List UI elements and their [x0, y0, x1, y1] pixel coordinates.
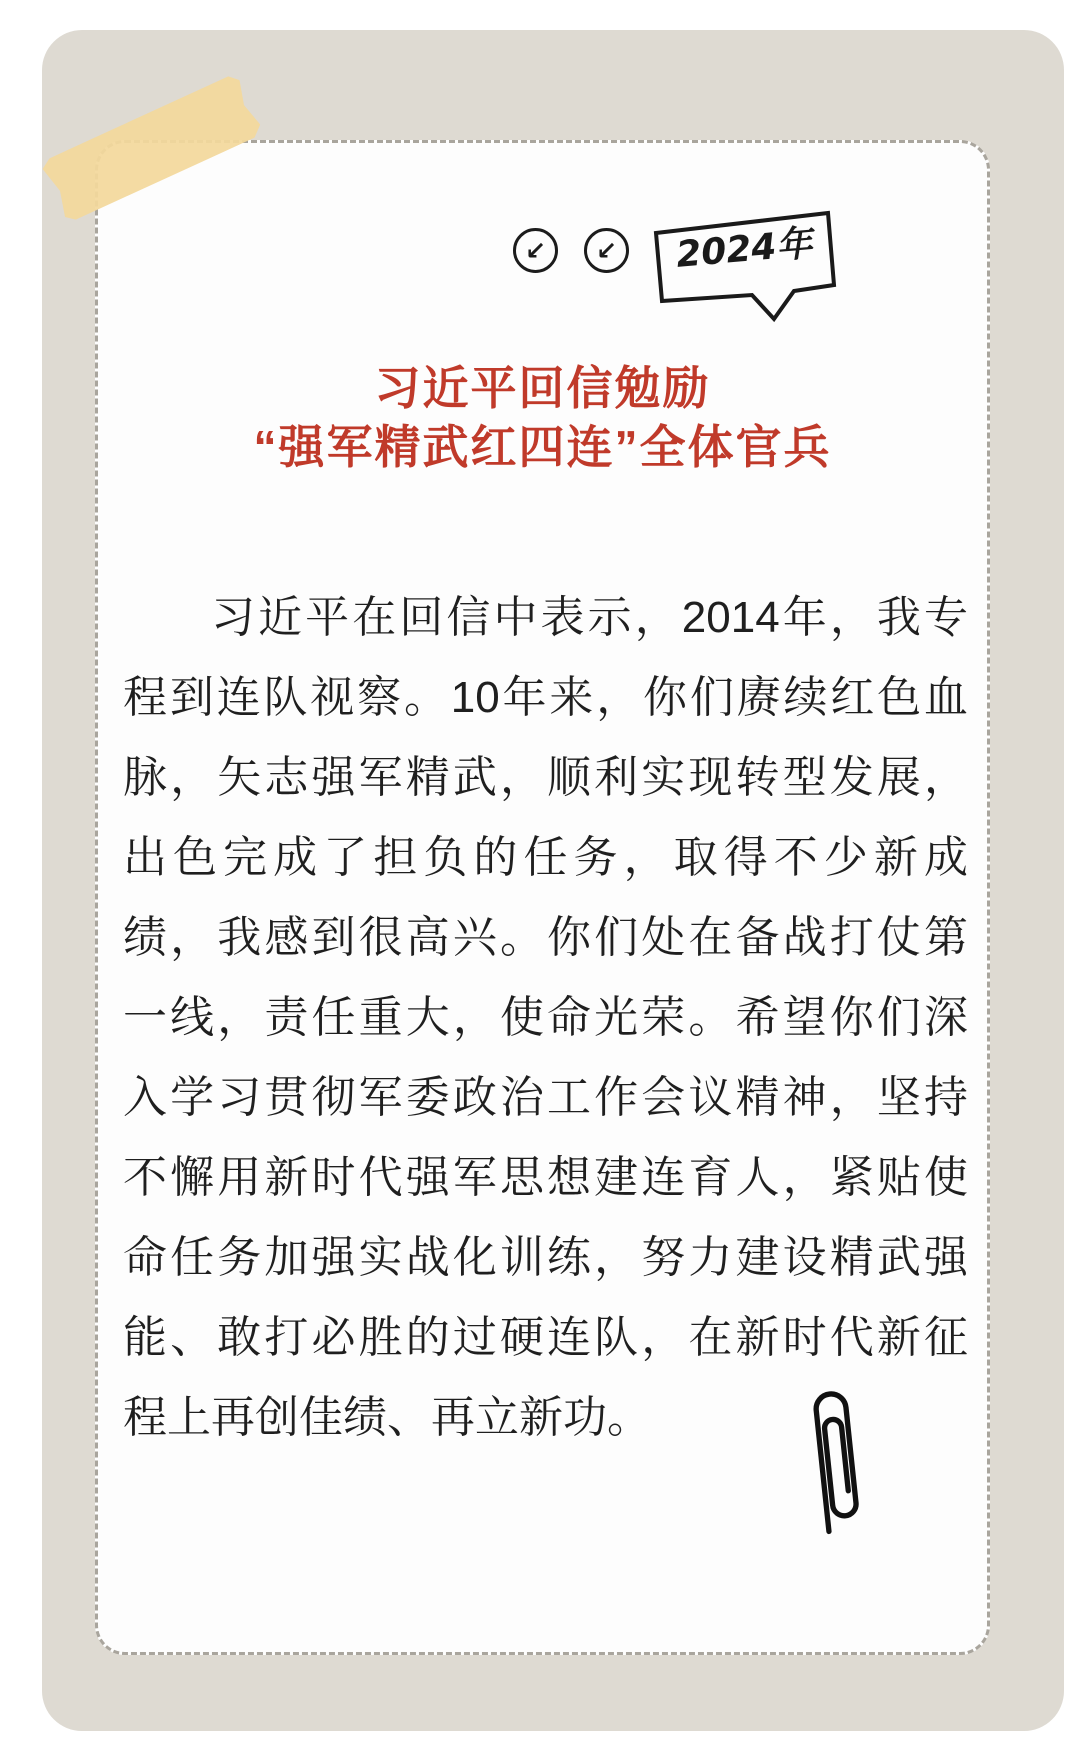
body-line: 命任务加强实战化训练，努力建设精武强 — [123, 1233, 968, 1282]
paper-panel — [42, 30, 1064, 1731]
body-line: 不懈用新时代强军思想建连育人，紧贴使 — [123, 1153, 968, 1202]
article-title — [98, 359, 987, 477]
body-line: 绩，我感到很高兴。你们处在备战打仗第 — [123, 913, 968, 962]
content-card — [95, 140, 990, 1655]
body-line: 出色完成了担负的任务，取得不少新成 — [123, 833, 968, 882]
body-line: 程上再创佳绩、再立新功。 — [123, 1393, 651, 1442]
body-line: 一线，责任重大，使命光荣。希望你们深 — [123, 993, 968, 1042]
speech-bubble — [648, 205, 844, 327]
body-line: 习近平在回信中表示，2014年，我专 — [211, 593, 968, 642]
body-line: 脉，矢志强军精武，顺利实现转型发展， — [123, 753, 968, 802]
body-line: 能、敢打必胜的过硬连队，在新时代新征 — [123, 1313, 968, 1362]
speech-bubble-year: 2024年 — [674, 223, 814, 276]
body-line: 入学习贯彻军委政治工作会议精神，坚持 — [123, 1073, 968, 1122]
article-title-line1: 习近平回信勉励 — [374, 362, 711, 414]
article-body — [123, 578, 968, 1458]
arrow-down-left-icon: ↙ — [584, 228, 629, 273]
paperclip-icon — [780, 1376, 891, 1545]
article-title-line2: “强军精武红四连”全体官兵 — [253, 421, 832, 473]
arrow-down-left-icon: ↙ — [513, 228, 558, 273]
body-line: 程到连队视察。10年来，你们赓续红色血 — [123, 673, 968, 722]
